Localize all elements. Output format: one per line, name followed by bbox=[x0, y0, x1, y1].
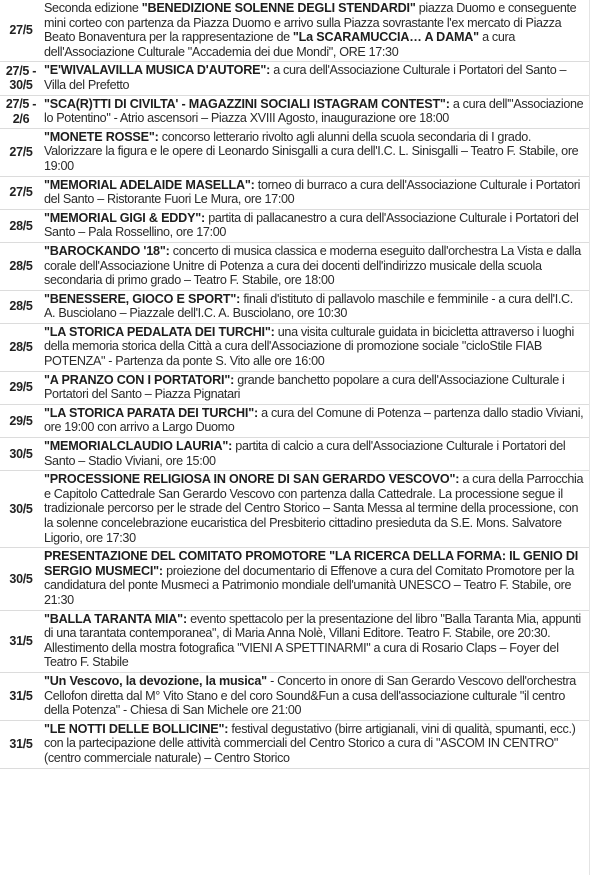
event-title: "SCA(R)TTI DI CIVILTA' - MAGAZZINI SOCIALI ISTAGRAM CONTEST": bbox=[44, 96, 450, 111]
event-date-line: 30/5 bbox=[9, 571, 33, 586]
page-right-border bbox=[589, 0, 590, 875]
event-date bbox=[0, 610, 42, 672]
event-date-line: 30/5 bbox=[9, 501, 33, 516]
event-row bbox=[0, 290, 590, 323]
event-description bbox=[42, 290, 590, 323]
event-description bbox=[42, 672, 590, 720]
event-title: "MONETE ROSSE": bbox=[44, 129, 159, 144]
event-date-line: 27/5 bbox=[9, 144, 33, 159]
event-date bbox=[0, 176, 42, 209]
event-details: partita di pallacanestro a cura dell'Associazione Culturale i Portatori del Santo – Pala Rossellino, ore 17:00 bbox=[44, 210, 579, 240]
event-description bbox=[42, 471, 590, 548]
event-date bbox=[0, 0, 42, 62]
event-title: "MEMORIAL ADELAIDE MASELLA": bbox=[44, 177, 255, 192]
event-date-line: 28/5 bbox=[9, 299, 33, 314]
event-date bbox=[0, 404, 42, 437]
event-date-line: 2/6 bbox=[12, 111, 30, 126]
event-row bbox=[0, 438, 590, 471]
event-description bbox=[42, 0, 590, 62]
event-description bbox=[42, 209, 590, 242]
event-details: una visita culturale guidata in bicicletta attraverso i luoghi della memoria storica della Città a cura dell'Associazione di promozione sociale "cicloStile FIAB POTENZA" - Partenza da ponte S. Vito alle ore 16:00 bbox=[44, 324, 574, 369]
event-details: a cura dell'Associazione Culturale i Portatori del Santo – Villa del Prefetto bbox=[44, 63, 567, 92]
event-date bbox=[0, 242, 42, 290]
event-row bbox=[0, 95, 590, 128]
event-description bbox=[42, 371, 590, 404]
event-date bbox=[0, 548, 42, 610]
event-description bbox=[42, 720, 590, 768]
event-details: Seconda edizione bbox=[44, 1, 142, 15]
event-title: "BENESSERE, GIOCO E SPORT": bbox=[44, 291, 241, 306]
event-date-line: 30/5 bbox=[9, 78, 33, 93]
event-date bbox=[0, 209, 42, 242]
event-date bbox=[0, 128, 42, 176]
event-date-line: 31/5 bbox=[9, 736, 33, 751]
event-details: concorso letterario rivolto agli alunni della scuola secondaria di I grado. Valorizzare la figura e le opere di Leonardo Sinisgalli a cura dell'I.C. L. Sinisgalli – Teatro F. Stabile, ore 19:00 bbox=[44, 129, 579, 173]
event-title: "BENEDIZIONE SOLENNE DEGLI STENDARDI" bbox=[141, 1, 416, 15]
event-date bbox=[0, 290, 42, 323]
event-date-line: 29/5 bbox=[9, 413, 33, 428]
event-details: finali d'istituto di pallavolo maschile e femminile - a cura dell'I.C. A. Busciolano – Piazzale dell'I.C. A. Busciolano, ore 10:30 bbox=[44, 291, 573, 321]
event-title: "LA STORICA PEDALATA DEI TURCHI": bbox=[44, 324, 275, 339]
event-date-line: 28/5 bbox=[9, 339, 33, 354]
event-date-line: 30/5 bbox=[9, 446, 33, 461]
event-title: "E'WIVALAVILLA MUSICA D'AUTORE": bbox=[44, 63, 271, 78]
event-row bbox=[0, 471, 590, 548]
event-title: "PROCESSIONE RELIGIOSA IN ONORE DI SAN GERARDO VESCOVO": bbox=[44, 472, 460, 487]
event-description bbox=[42, 242, 590, 290]
event-description bbox=[42, 404, 590, 437]
event-details: partita di calcio a cura dell'Associazione Culturale i Portatori del Santo – Stadio Viviani, ore 15:00 bbox=[44, 439, 566, 468]
event-row bbox=[0, 371, 590, 404]
event-date bbox=[0, 323, 42, 371]
event-row bbox=[0, 720, 590, 768]
event-date-line: 27/5 - bbox=[5, 97, 37, 112]
event-date-line: 28/5 bbox=[9, 218, 33, 233]
event-description bbox=[42, 62, 590, 95]
event-title: "LE NOTTI DELLE BOLLICINE": bbox=[44, 721, 229, 736]
event-date-line: 27/5 - bbox=[5, 63, 37, 78]
event-date-line: 31/5 bbox=[9, 633, 33, 648]
event-details: - Concerto in onore di San Gerardo Vescovo dell'orchestra Cellofon diretta dal M° Vito Stano e del coro Sound&Fun a cusa dell'associazione culturale "il centro della Potenza" - Chiesa di San Michele ore 21:00 bbox=[44, 673, 576, 718]
event-row bbox=[0, 242, 590, 290]
event-row bbox=[0, 62, 590, 95]
event-row bbox=[0, 128, 590, 176]
event-details: festival degustativo (birre artigianali, vini di qualità, spumanti, ecc.) con la partecipazione delle attività commerciali del Centro Storico a cura di "ASCOM IN CENTRO" (centro commerciale naturale) – Centro Storico bbox=[44, 721, 576, 765]
event-row bbox=[0, 0, 590, 62]
event-date bbox=[0, 438, 42, 471]
event-date-line: 27/5 bbox=[9, 185, 33, 200]
event-description bbox=[42, 610, 590, 672]
event-description bbox=[42, 323, 590, 371]
event-date bbox=[0, 672, 42, 720]
event-title: "BAROCKANDO '18": bbox=[44, 243, 170, 258]
event-row bbox=[0, 672, 590, 720]
event-row bbox=[0, 548, 590, 610]
event-details: concerto di musica classica e moderna eseguito dall'orchestra La Vista e dalla corale dell'Associazione Unitre di Potenza a cura dei docenti dell'indirizzo musicale della scuola secondaria di primo grado – Teatro F. Stabile, ore 18:00 bbox=[44, 243, 581, 288]
event-description bbox=[42, 176, 590, 209]
event-title: "LA STORICA PARATA DEI TURCHI": bbox=[44, 405, 258, 420]
event-title: "BALLA TARANTA MIA": bbox=[44, 611, 187, 626]
event-row bbox=[0, 209, 590, 242]
event-title: PRESENTAZIONE DEL COMITATO PROMOTORE "LA RICERCA DELLA FORMA: IL GENIO DI SERGIO MUSMECI": bbox=[44, 549, 579, 578]
event-date bbox=[0, 95, 42, 128]
event-date-line: 29/5 bbox=[9, 380, 33, 395]
event-title: "La SCARAMUCCIA… A DAMA" bbox=[292, 30, 479, 45]
event-title: "Un Vescovo, la devozione, la musica" bbox=[44, 673, 267, 688]
event-date-line: 31/5 bbox=[9, 689, 33, 704]
event-date bbox=[0, 471, 42, 548]
event-date bbox=[0, 62, 42, 95]
event-description bbox=[42, 95, 590, 128]
event-details: a cura dell'"Associazione lo Potentino" - Atrio ascensori – Piazza XVIII Agosto, inaugurazione ore 18:00 bbox=[44, 96, 584, 126]
event-date bbox=[0, 371, 42, 404]
event-row bbox=[0, 404, 590, 437]
event-date bbox=[0, 720, 42, 768]
event-details: a cura della Parrocchia e Capitolo Cattedrale San Gerardo Vescovo con partenza dalla Cattedrale. La processione segue il tradizionale percorso per le strade del Centro Storico – Santa Messa al termine della processione, con la solenne concelebrazione eucaristica del Presbiterio cittadino presieduta da S.E. Mons. Salvatore Ligorio, ore 17:30 bbox=[44, 472, 584, 545]
event-title: "A PRANZO CON I PORTATORI": bbox=[44, 372, 235, 387]
event-details: a cura del Comune di Potenza – partenza dallo stadio Viviani, ore 19:00 con arrivo a Largo Duomo bbox=[44, 405, 584, 435]
event-details: piazza Duomo e conseguente mini corteo con partenza da Piazza Duomo e arrivo sulla Piazza sovrastante l'ex mercato di Piazza Beato Bonaventura per la rappresentazione de bbox=[44, 1, 577, 45]
event-row bbox=[0, 323, 590, 371]
event-description bbox=[42, 438, 590, 471]
event-description bbox=[42, 548, 590, 610]
event-date-line: 28/5 bbox=[9, 259, 33, 273]
event-date-line: 27/5 bbox=[9, 23, 33, 38]
event-title: "MEMORIALCLAUDIO LAURIA": bbox=[44, 439, 233, 454]
event-details: torneo di burraco a cura dell'Associazione Culturale i Portatori del Santo – Ristorante Fuori Le Mura, ore 17:00 bbox=[44, 177, 581, 207]
event-details: a cura dell'Associazione Culturale "Accademia dei due Mondi", ORE 17:30 bbox=[44, 30, 515, 59]
event-row bbox=[0, 176, 590, 209]
event-description bbox=[42, 128, 590, 176]
event-row bbox=[0, 610, 590, 672]
event-details: grande banchetto popolare a cura dell'Associazione Culturale i Portatori del Santo – Piazza Pignatari bbox=[44, 372, 565, 402]
event-title: "MEMORIAL GIGI & EDDY": bbox=[44, 210, 206, 225]
event-details: evento spettacolo per la presentazione del libro "Balla Taranta Mia, appunti di una tarantata contemporanea", di Maria Anna Nolè, Villani Editore. Teatro F. Stabile, ore 20:30. Allestimento della mostra fotografica "VIENI A SPETTINARMI" a cura di Rosario Claps – Foyer del Teatro F. Stabile bbox=[44, 611, 581, 670]
event-details: proiezione del documentario di Effenove a cura del Comitato Promotore per la candidatura del ponte Musmeci a Patrimonio mondiale dell'umanità UNESCO – Teatro F. Stabile, ore 21:30 bbox=[44, 563, 574, 607]
